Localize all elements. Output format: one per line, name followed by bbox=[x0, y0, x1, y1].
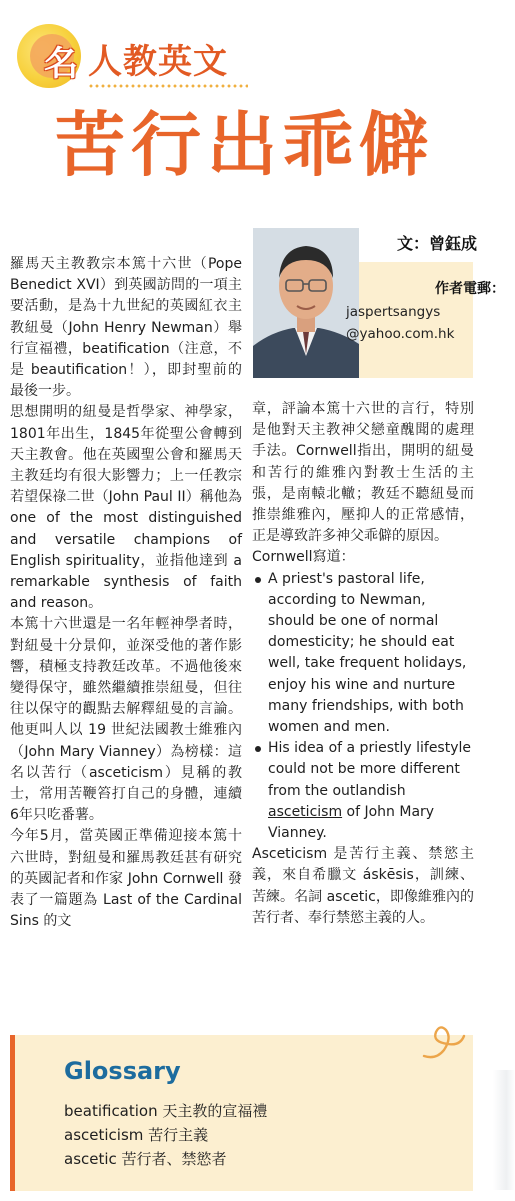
quote-item-2-underlined: asceticism bbox=[268, 803, 343, 820]
paragraph-5: 章，評論本篤十六世的言行，特別是他對天主教神父戀童醜聞的處理手法。Cornwell指出，開明的紐曼和苦行的維雅內對教士生活的主張，是南轅北轍；教廷不聽紐曼而推崇維雅內，壓抑人的正常感情，正是導致許多神父乖僻的原因。 bbox=[252, 401, 474, 545]
quote-item-2-before: His idea of a priestly lifestyle could not be more different from the outlandish bbox=[268, 740, 471, 799]
glossary-list bbox=[64, 1099, 267, 1171]
paragraph-3: 本篤十六世還是一名年輕神學者時，對紐曼十分景仰，並深受他的著作影響，積極支持教廷改革。不過他後來變得保守，雖然繼續推崇紐曼，但往往以保守的觀點去解釋紐曼的言論。他更叫人以 19 世紀法國教士維雅內（John Mary Vianney）為榜樣：這名以苦行（asceticism）見稱的教士，常用苦鞭笞打自己的身體，連續6年只吃番薯。 bbox=[10, 616, 242, 824]
author-email[interactable] bbox=[346, 301, 454, 345]
page-header bbox=[0, 0, 515, 215]
decorative-curl-icon bbox=[418, 1022, 468, 1064]
glossary-item: asceticism 苦行主義 bbox=[64, 1126, 209, 1144]
paragraph-4: 今年5月，當英國正準備迎接本篤十六世時，對紐曼和羅馬教廷甚有研究的英國記者和作家 John Cornwell 發表了一篇題為 Last of the Cardinal Sins 的文 bbox=[10, 828, 242, 930]
glossary-title: Glossary bbox=[64, 1057, 181, 1085]
author-box bbox=[253, 222, 473, 378]
author-portrait-illustration bbox=[253, 228, 359, 378]
quote-list bbox=[252, 569, 474, 845]
quote-item-2-after: of John Mary Vianney. bbox=[268, 803, 435, 842]
column-logo-title: 人教英文 bbox=[88, 42, 228, 82]
glossary-accent-bar bbox=[10, 1035, 15, 1191]
quote-item-1: A priest's pastoral life, according to Newman, should be one of normal domesticity; he should eat well, take frequent holidays, enjoy his wine and nurture many friendships, with both women and men. bbox=[252, 569, 474, 739]
glossary-item: beatification 天主教的宣福禮 bbox=[64, 1102, 268, 1120]
paragraph-6: Asceticism 是苦行主義、禁慾主義，來自希臘文 áskēsis，訓練、苦練。名詞 ascetic，即像維雅內的苦行者、奉行禁慾主義的人。 bbox=[252, 846, 474, 926]
page-edge-shadow bbox=[493, 1070, 515, 1190]
paragraph-2: 思想開明的紐曼是哲學家、神學家，1801年出生，1845年從聖公會轉到天主教會。他在英國聖公會和羅馬天主教廷均有很大影響力；上一任教宗若望保祿二世（John Paul II）稱他為 one of the most distinguished and versatile champions of English spirituality，並指他達到 a remarkable synthesis of faith and reason。 bbox=[10, 404, 242, 612]
quote-item-2 bbox=[252, 738, 474, 844]
byline: 文：曾鈺成 bbox=[396, 234, 477, 253]
author-email-line2: @yahoo.com.hk bbox=[346, 326, 455, 342]
glossary-item: ascetic 苦行者、禁慾者 bbox=[64, 1150, 227, 1168]
quote-intro: Cornwell寫道： bbox=[252, 549, 355, 566]
column-logo-dotted-rule bbox=[88, 84, 248, 88]
article-title: 苦行出乖僻 bbox=[55, 104, 435, 186]
column-logo-first-char: 名 bbox=[44, 44, 78, 84]
author-email-label: 作者電郵： bbox=[435, 281, 505, 297]
left-column bbox=[10, 254, 242, 933]
paragraph-1: 羅馬天主教教宗本篤十六世（Pope Benedict XVI）到英國訪問的一項主要活動，是為十九世紀的英國紅衣主教紐曼（John Henry Newman）舉行宣福禮，beatification（注意，不是 beautification！），即封聖前的最後一步。 bbox=[10, 256, 242, 400]
author-photo bbox=[253, 228, 359, 378]
author-email-line1: jaspertsangys bbox=[346, 304, 441, 320]
right-column bbox=[252, 399, 474, 929]
